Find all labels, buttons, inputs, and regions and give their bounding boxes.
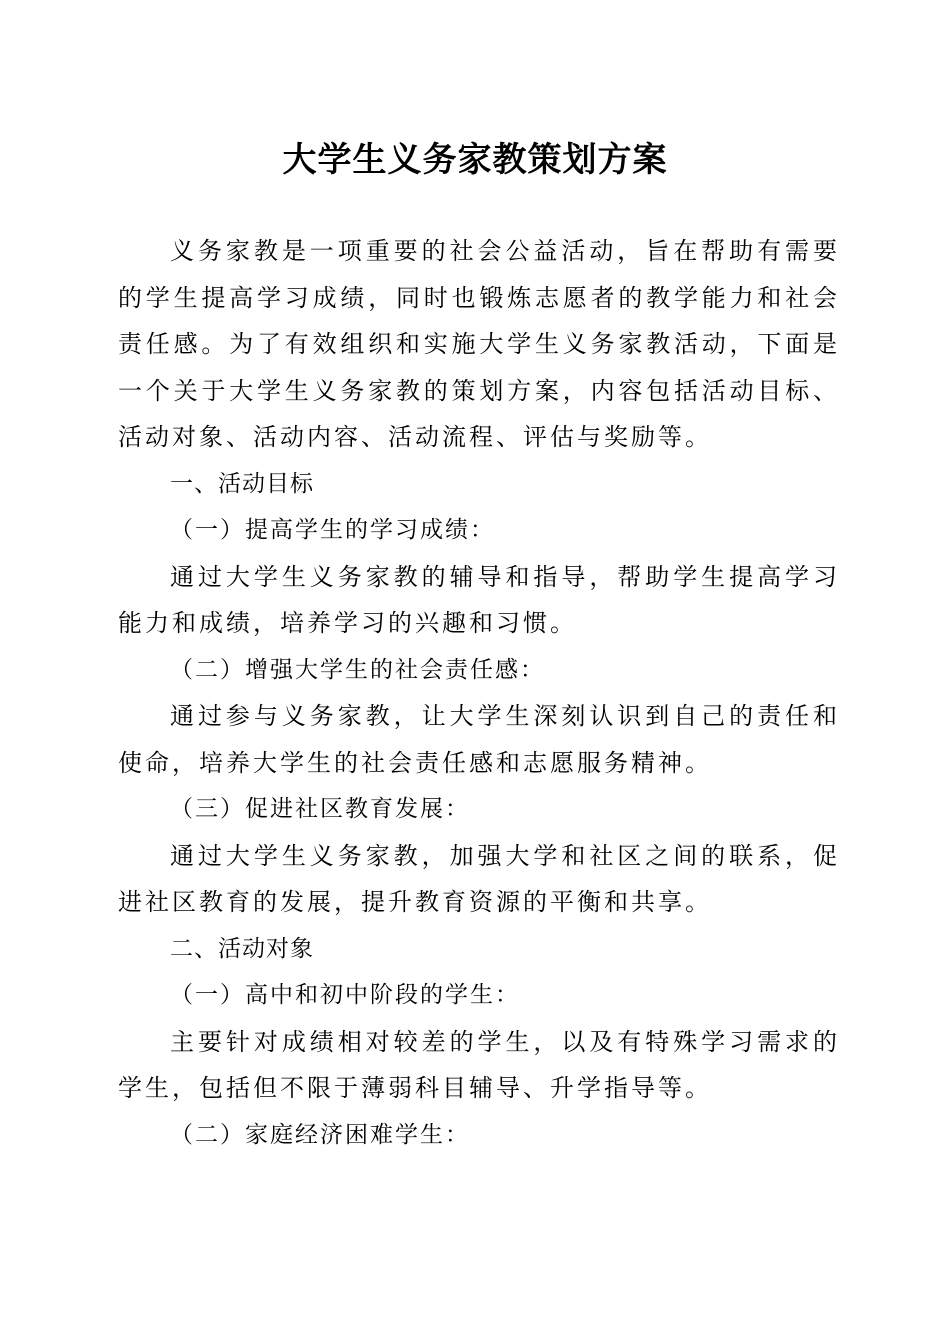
subheading-target-2: （二）家庭经济困难学生： [170, 1121, 470, 1148]
subheading-goal-3: （三）促进社区教育发展： [170, 796, 470, 822]
paragraph-target-1: 主要针对成绩相对较差的学生，以及有特殊学习需求的学生，包括但不限于薄弱科目辅导、升学指导等。 [118, 1027, 840, 1102]
intro-paragraph: 义务家教是一项重要的社会公益活动，旨在帮助有需要的学生提高学习成绩，同时也锻炼志愿者的教学能力和社会责任感。为了有效组织和实施大学生义务家教活动，下面是一个关于大学生义务家教的策划方案，内容包括活动目标、活动对象、活动内容、活动流程、评估与奖励等。 [118, 237, 840, 451]
subheading-target-1: （一）高中和初中阶段的学生： [170, 982, 520, 1008]
subheading-goal-2: （二）增强大学生的社会责任感： [170, 656, 545, 683]
section-heading-goals: 一、活动目标 [170, 470, 314, 497]
document-body [118, 228, 840, 1158]
section-heading-targets: 二、活动对象 [170, 935, 314, 962]
paragraph-goal-2: 通过参与义务家教，让大学生深刻认识到自己的责任和使命，培养大学生的社会责任感和志愿服务精神。 [118, 702, 840, 777]
paragraph-goal-3: 通过大学生义务家教，加强大学和社区之间的联系，促进社区教育的发展，提升教育资源的平衡和共享。 [118, 841, 840, 916]
subheading-goal-1: （一）提高学生的学习成绩： [170, 517, 495, 543]
paragraph-goal-1: 通过大学生义务家教的辅导和指导，帮助学生提高学习能力和成绩，培养学习的兴趣和习惯。 [118, 562, 840, 637]
document-title: 大学生义务家教策划方案 [282, 140, 668, 180]
